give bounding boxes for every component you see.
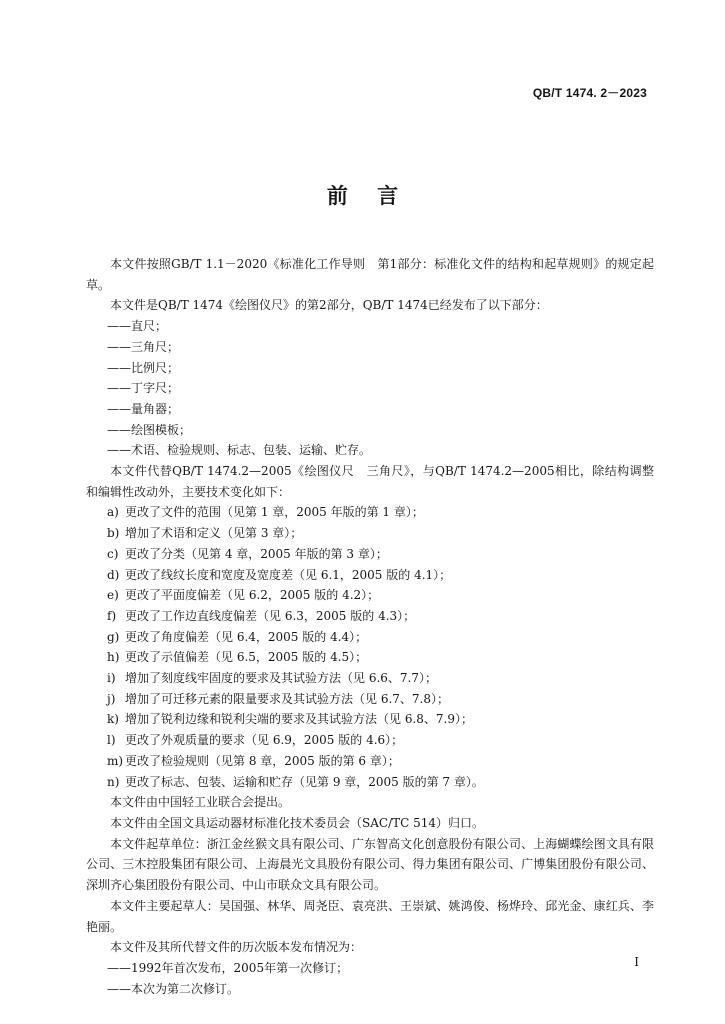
change-item-text: 增加了可迁移元素的限量要求及其试验方法（见 6.7、7.8）； (125, 691, 449, 706)
page-number: I (634, 955, 639, 969)
change-item (86, 565, 654, 586)
parts-list (86, 316, 654, 461)
change-item (86, 772, 654, 793)
change-item-text: 更改了线纹长度和宽度及宽度差（见 6.1，2005 版的 4.1）； (125, 567, 452, 582)
parts-list-item: ——丁字尺； (107, 381, 180, 396)
change-item-mark: a) (107, 505, 119, 520)
change-item (86, 523, 654, 544)
proposer-paragraph: 本文件由中国轻工业联合会提出。 (110, 795, 291, 810)
document-body (86, 254, 654, 999)
page-title: 前 言 (326, 184, 399, 208)
change-item-mark: e) (107, 588, 119, 603)
parts-list-item: ——术语、检验规则、标志、包装、运输、贮存。 (107, 443, 372, 458)
change-item-text: 更改了示值偏差（见 6.5，2005 版的 4.5）； (125, 650, 368, 665)
changes-list (86, 502, 654, 792)
change-item-text: 增加了锐利边缘和锐利尖端的要求及其试验方法（见 6.8、7.9）； (125, 712, 473, 727)
change-item-text: 增加了术语和定义（见第 3 章）； (125, 526, 303, 541)
change-item-mark: d) (107, 567, 120, 582)
document-code: QB/T 1474. 2－2023 (532, 86, 647, 100)
change-item (86, 689, 654, 710)
replace-paragraph: 本文件代替QB/T 1474.2—2005《绘图仪尺 三角尺》，与QB/T 1474.2—2005相比，除结构调整和编辑性改动外，主要技术变化如下： (86, 464, 654, 499)
change-item-text: 更改了分类（见第 4 章，2005 年版的第 3 章）； (125, 546, 388, 561)
change-item-text: 更改了角度偏差（见 6.4，2005 版的 4.4）； (125, 629, 368, 644)
intro-paragraph: 本文件按照GB/T 1.1－2020《标准化工作导则 第1部分：标准化文件的结构和起草规则》的规定起草。 (86, 257, 654, 292)
parts-list-item: ——比例尺； (107, 360, 180, 375)
change-item (86, 627, 654, 648)
change-item-mark: i) (107, 671, 116, 686)
change-item (86, 730, 654, 751)
change-item-text: 更改了平面度偏差（见 6.2，2005 版的 4.2）； (125, 588, 380, 603)
change-item-mark: l) (107, 733, 116, 748)
change-item (86, 668, 654, 689)
change-item-mark: f) (107, 608, 117, 623)
change-item-mark: k) (107, 712, 119, 727)
parts-list-item: ——绘图模板； (107, 422, 192, 437)
history-list-item: ——1992年首次发布，2005年第一次修订； (107, 960, 349, 975)
change-item-mark: m) (107, 753, 124, 768)
parts-list-item: ——三角尺； (107, 339, 180, 354)
committee-paragraph: 本文件由全国文具运动器材标准化技术委员会（SAC/TC 514）归口。 (110, 815, 485, 830)
change-item (86, 606, 654, 627)
change-item-mark: c) (107, 546, 119, 561)
history-list-item: ——本次为第二次修订。 (107, 981, 240, 996)
change-item (86, 709, 654, 730)
change-item (86, 502, 654, 523)
change-item-text: 更改了标志、包装、运输和贮存（见第 9 章，2005 版的第 7 章）。 (125, 774, 484, 789)
change-item-text: 更改了外观质量的要求（见 6.9，2005 版的 4.6）； (125, 733, 404, 748)
change-item-text: 更改了检验规则（见第 8 章，2005 版的第 6 章）； (125, 753, 400, 768)
drafters-paragraph: 本文件主要起草人：吴国强、林华、周尧臣、袁亮洪、王崇斌、姚鸿俊、杨烨玲、邱光金、康红兵、李艳丽。 (86, 898, 654, 934)
change-item (86, 647, 654, 668)
change-item-mark: n) (107, 774, 120, 789)
intro-paragraph: 本文件是QB/T 1474《绘图仪尺》的第2部分，QB/T 1474已经发布了以下部分： (110, 298, 548, 313)
change-item-text: 更改了工作边直线度偏差（见 6.3，2005 版的 4.3）； (125, 608, 416, 623)
history-list (86, 958, 654, 999)
parts-list-item: ——直尺； (107, 319, 168, 334)
change-item-mark: b) (107, 526, 120, 541)
change-item (86, 585, 654, 606)
parts-list-item: ——量角器； (107, 401, 180, 416)
change-item (86, 544, 654, 565)
drafting-units-paragraph: 本文件起草单位：浙江金丝猴文具有限公司、广东智高文化创意股份有限公司、上海蝴蝶绘图文具有限公司、三木控股集团有限公司、上海晨光文具股份有限公司、得力集团有限公司、广博集团股份有限公司、深圳齐心集团股份有限公司、中山市联众文具有限公司。 (86, 836, 654, 893)
history-intro-paragraph: 本文件及其所代替文件的历次版本发布情况为： (110, 940, 363, 955)
change-item-mark: g) (107, 629, 120, 644)
change-item-text: 更改了文件的范围（见第 1 章，2005 年版的第 1 章）； (125, 505, 424, 520)
change-item (86, 751, 654, 772)
change-item-mark: h) (107, 650, 120, 665)
change-item-mark: j) (107, 691, 116, 706)
change-item-text: 增加了刻度线牢固度的要求及其试验方法（见 6.6、7.7）； (125, 671, 437, 686)
